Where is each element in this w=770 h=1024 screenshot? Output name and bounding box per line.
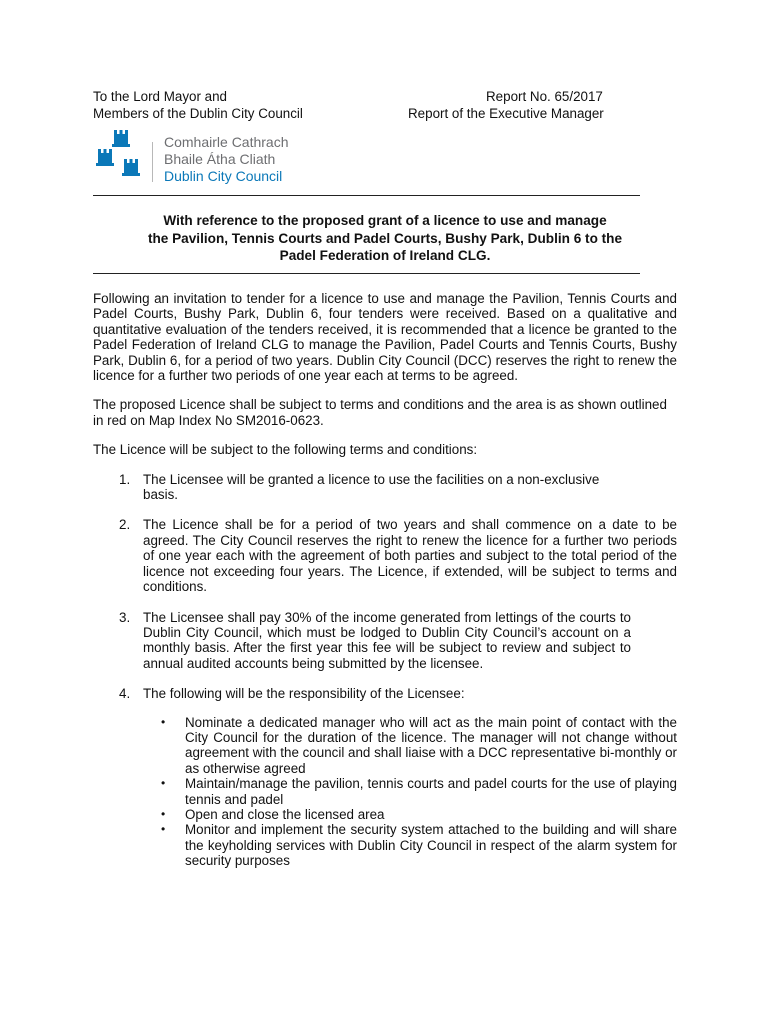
term-number: 4. bbox=[119, 686, 131, 702]
logo-divider bbox=[152, 142, 153, 182]
term-number: 3. bbox=[119, 609, 131, 625]
castle-icon-top bbox=[112, 130, 130, 147]
addressee-line-2: Members of the Dublin City Council bbox=[93, 106, 303, 121]
report-number: Report No. 65/2017 bbox=[486, 89, 603, 104]
term-text: The following will be the responsibility of the Licensee: bbox=[143, 686, 465, 702]
responsibility-item bbox=[143, 807, 677, 822]
term-item bbox=[93, 686, 677, 868]
term-number: 2. bbox=[119, 517, 131, 533]
terms-intro-paragraph: The Licence will be subject to the following terms and conditions: bbox=[93, 442, 478, 458]
term-item bbox=[93, 517, 677, 594]
bullet-icon: • bbox=[161, 714, 166, 729]
report-body bbox=[93, 291, 677, 884]
term-number: 1. bbox=[119, 471, 131, 487]
castle-icon-right bbox=[122, 159, 140, 176]
top-divider bbox=[93, 195, 640, 196]
logo-line-english: Dublin City Council bbox=[164, 168, 283, 184]
responsibility-item bbox=[143, 776, 677, 807]
title-line-1: With reference to the proposed grant of a licence to use and manage bbox=[163, 213, 607, 228]
responsibility-item bbox=[143, 822, 677, 868]
council-logo-text bbox=[164, 134, 289, 185]
bullet-icon: • bbox=[161, 806, 166, 821]
term-text: The Licensee will be granted a licence to use the facilities on a non-exclusive basis. bbox=[143, 471, 600, 503]
report-author: Report of the Executive Manager bbox=[408, 106, 604, 121]
responsibility-text: Maintain/manage the pavilion, tennis courts and padel courts for the use of playing tennis and padel bbox=[185, 776, 677, 807]
addressee-line-1: To the Lord Mayor and bbox=[93, 89, 227, 104]
responsibility-text: Open and close the licensed area bbox=[185, 806, 385, 822]
terms-list bbox=[93, 472, 677, 869]
report-title bbox=[93, 212, 677, 265]
title-line-3: Padel Federation of Ireland CLG. bbox=[279, 248, 491, 263]
report-info-block bbox=[408, 88, 604, 122]
term-item bbox=[93, 610, 677, 672]
logo-line-irish-1: Comhairle Cathrach bbox=[164, 134, 289, 150]
bullet-icon: • bbox=[161, 776, 166, 791]
bullet-icon: • bbox=[161, 822, 166, 837]
map-reference-paragraph: The proposed Licence shall be subject to terms and conditions and the area is as shown outlined in red on Map Index No SM2016-0623. bbox=[93, 397, 667, 428]
addressee-block bbox=[93, 88, 303, 122]
term-text: The Licence shall be for a period of two years and shall commence on a date to be agreed. The City Council reserves the right to renew the licence for a further two periods of one year each with the agreement of both parties and subject to the total period of the licence not exceeding four years. The Licence, if extended, will be subject to terms and conditions. bbox=[143, 517, 677, 595]
term-text: The Licensee shall pay 30% of the income generated from lettings of the courts to Dublin City Council, which must be lodged to Dublin City Council’s account on a monthly basis. After the first year this fee will be subject to review and subject to annual audited accounts being submitted by the licensee. bbox=[143, 609, 631, 671]
intro-paragraph: Following an invitation to tender for a licence to use and manage the Pavilion, Tennis Courts and Padel Courts, Bushy Park, Dublin 6, four tenders were received. Based on a qualitative and quantitative evaluation of the tenders received, it is recommended that a licence be granted to the Padel Federation of Ireland CLG to manage the Pavilion, Padel Courts and Tennis Courts, Bushy Park, Dublin 6, for a period of two years. Dublin City Council (DCC) reserves the right to renew the licence for a further two periods of one year each at terms to be agreed. bbox=[93, 291, 677, 384]
castle-icon-left bbox=[96, 149, 114, 166]
responsibility-text: Monitor and implement the security system attached to the building and will share the keyholding services with Dublin City Council in respect of the alarm system for security purposes bbox=[185, 822, 677, 869]
term-item bbox=[93, 472, 677, 503]
responsibility-text: Nominate a dedicated manager who will act as the main point of contact with the City Council for the duration of the licence. The manager will not change without agreement with the council and shall liaise with a DCC representative bi-monthly or as otherwise agreed bbox=[185, 714, 677, 776]
logo-line-irish-2: Bhaile Átha Cliath bbox=[164, 151, 276, 167]
responsibility-item bbox=[143, 715, 677, 777]
bottom-divider bbox=[93, 273, 640, 274]
responsibilities-list bbox=[143, 715, 677, 869]
title-line-2: the Pavilion, Tennis Courts and Padel Courts, Bushy Park, Dublin 6 to the bbox=[147, 230, 623, 246]
